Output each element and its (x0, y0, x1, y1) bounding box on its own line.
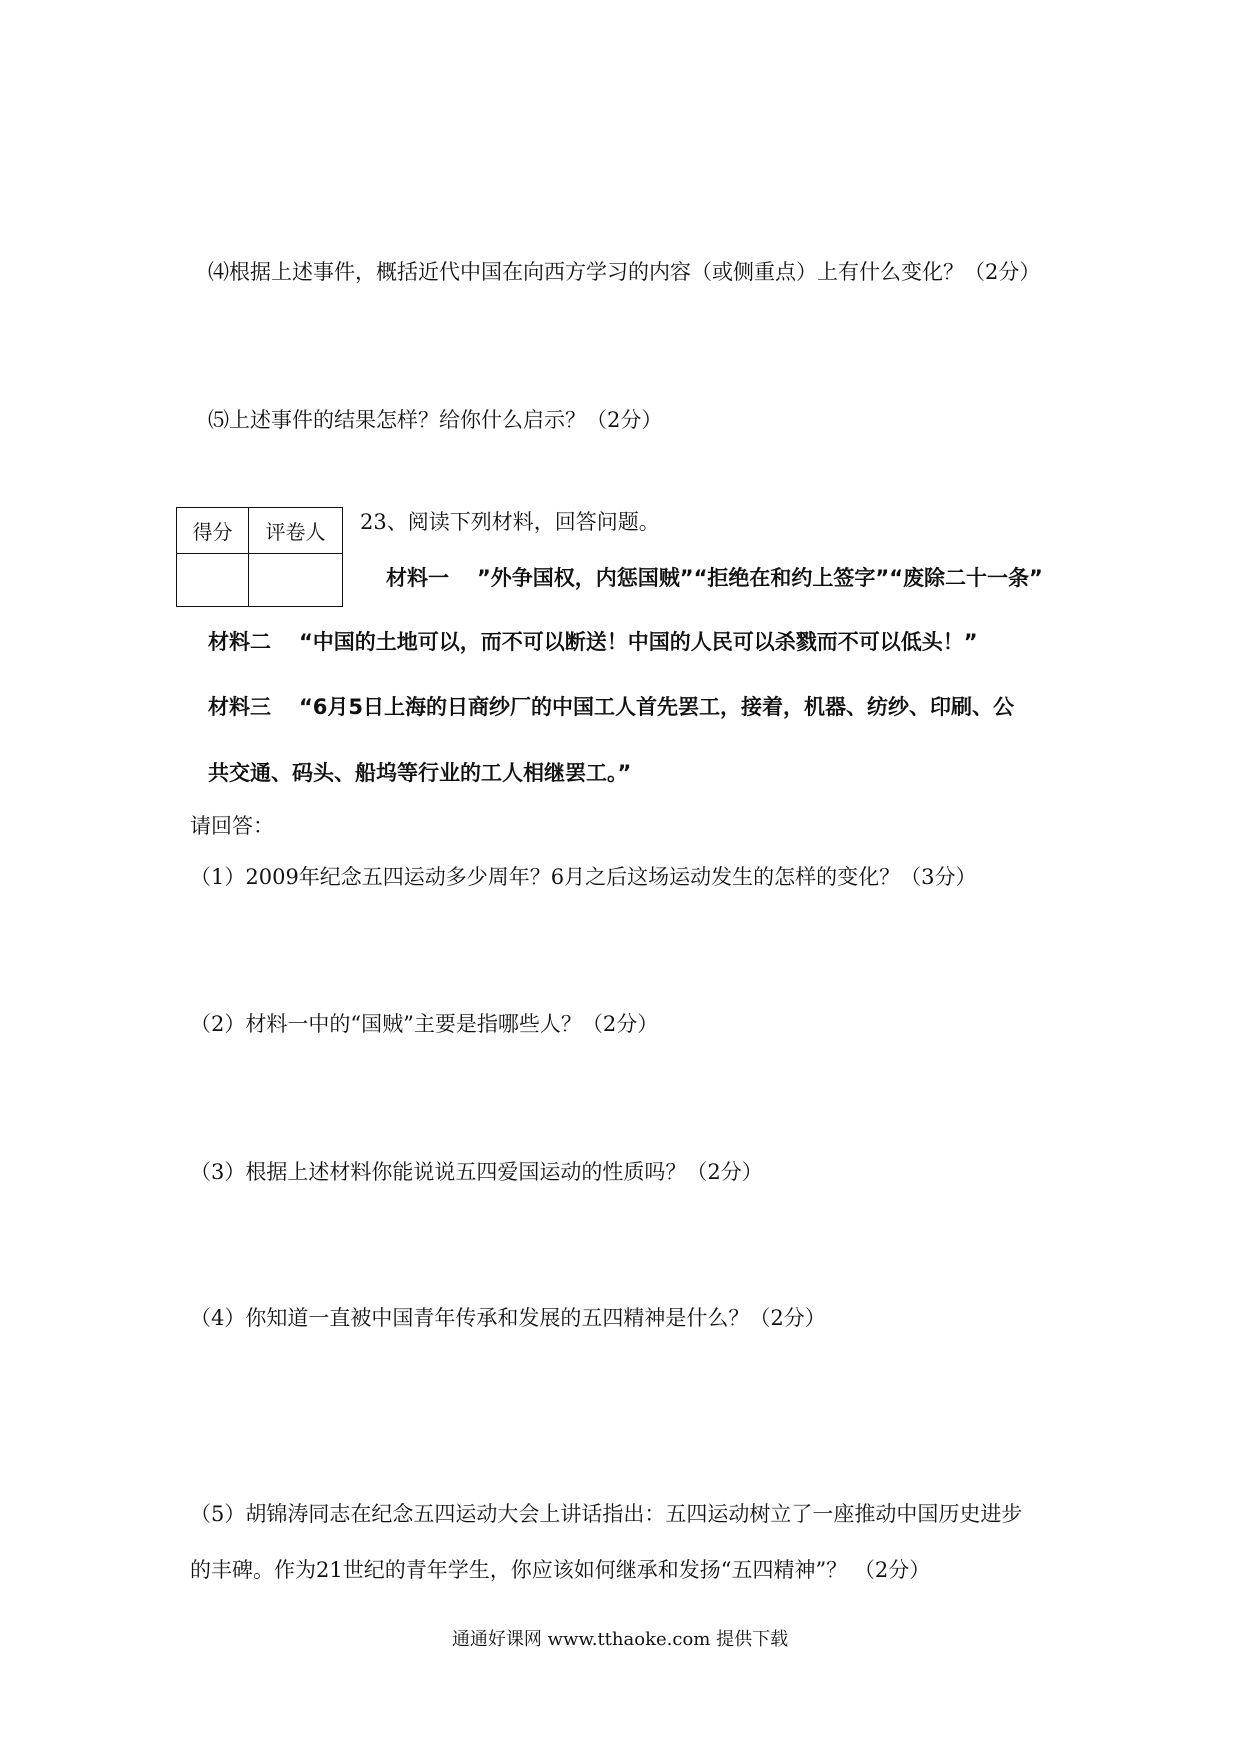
sub-question-5-line-1: （5）胡锦涛同志在纪念五四运动大会上讲话指出：五四运动树立了一座推动中国历史进步 (190, 1502, 1023, 1526)
sub-question-2: （2）材料一中的“国贼”主要是指哪些人？（2分） (190, 1012, 659, 1036)
material-3 (208, 693, 1014, 721)
sub-question-5-line-2: 的丰碑。作为21世纪的青年学生，你应该如何继承和发扬“五四精神”？ （2分） (190, 1558, 931, 1582)
material-3-label: 材料三 (208, 695, 271, 719)
answer-prompt: 请回答： (190, 814, 274, 838)
material-3-text-2: 共交通、码头、船坞等行业的工人相继罢工。” (208, 761, 632, 785)
material-2 (208, 628, 978, 656)
material-1 (386, 564, 1043, 592)
material-3-text-1: “6月5日上海的日商纱厂的中国工人首先罢工，接着，机器、纺纱、印刷、公 (299, 695, 1015, 719)
sub-question-4: （4）你知道一直被中国青年传承和发展的五四精神是什么？（2分） (190, 1306, 826, 1330)
grader-label: 评卷人 (249, 508, 342, 554)
question-5: ⑸上述事件的结果怎样？给你什么启示？（2分） (208, 408, 663, 432)
score-cell (177, 554, 249, 606)
material-1-label: 材料一 (386, 566, 449, 590)
sub-question-3: （3）根据上述材料你能说说五四爱国运动的性质吗？（2分） (190, 1160, 763, 1184)
score-table (176, 507, 343, 607)
page-footer: 通通好课网 www.tthaoke.com 提供下载 (451, 1629, 789, 1650)
material-1-text: ”外争国权，内惩国贼”“拒绝在和约上签字”“废除二十一条” (477, 566, 1043, 590)
question-4: ⑷根据上述事件，概括近代中国在向西方学习的内容（或侧重点）上有什么变化？（2分） (208, 260, 1041, 284)
material-2-label: 材料二 (208, 630, 271, 654)
material-2-text: “中国的土地可以，而不可以断送！中国的人民可以杀戮而不可以低头！” (299, 630, 978, 654)
score-label: 得分 (177, 508, 249, 554)
grader-cell (249, 554, 342, 606)
question-23-title: 23、阅读下列材料，回答问题。 (360, 510, 660, 534)
sub-question-1: （1）2009年纪念五四运动多少周年？6月之后这场运动发生的怎样的变化？（3分） (190, 865, 977, 889)
